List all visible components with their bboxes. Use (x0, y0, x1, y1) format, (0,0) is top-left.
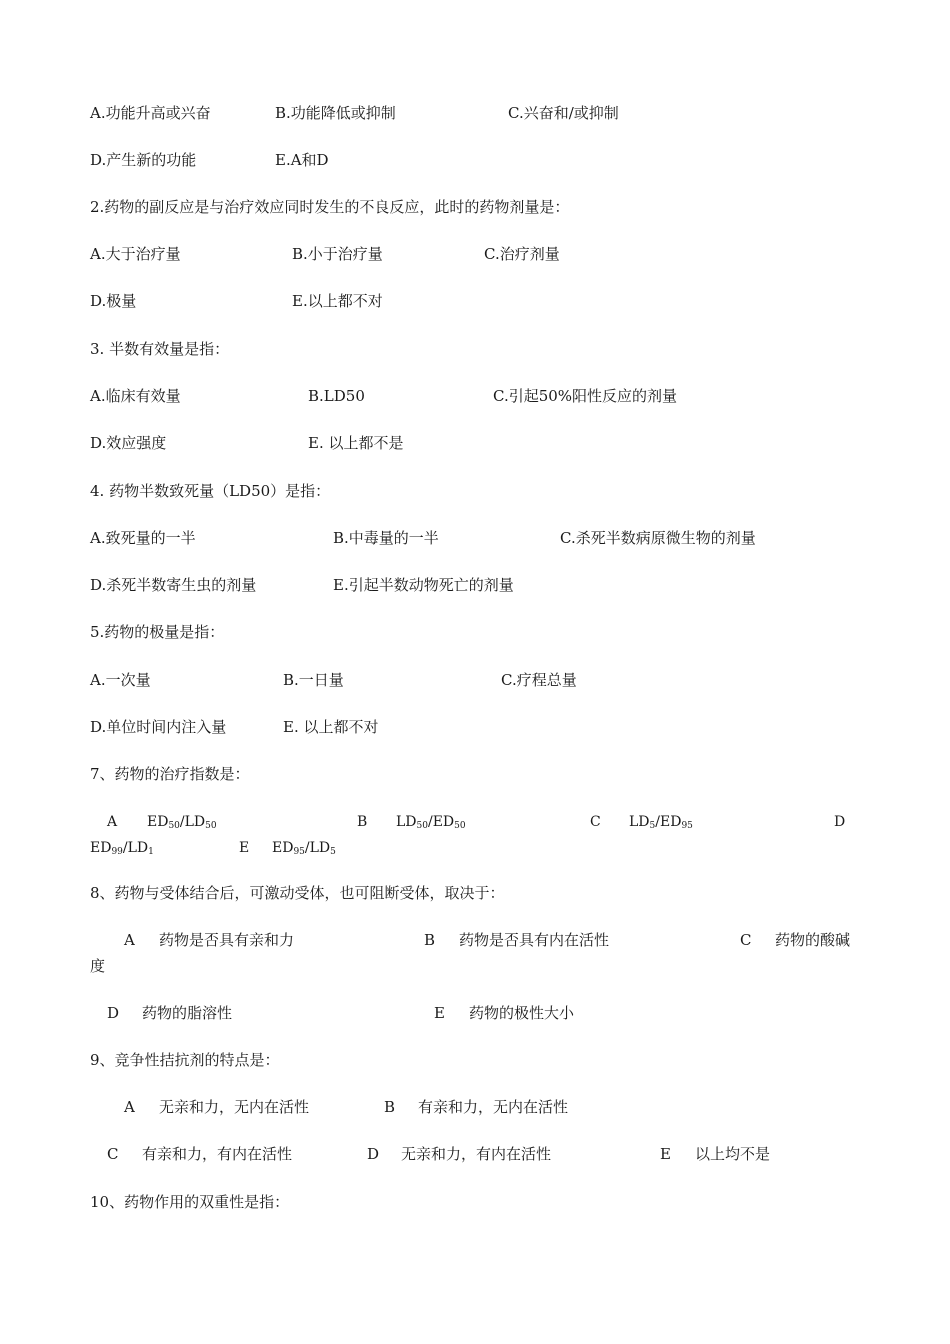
q9-option-e: 以上均不是 (695, 1145, 771, 1163)
q8-letter-e: E (434, 1004, 445, 1022)
q7-option-c: $LD_5/ED_{95}$ (629, 814, 693, 831)
q3-option-a: A.临床有效量 (90, 387, 181, 405)
q9-option-d: 无亲和力，有内在活性 (401, 1145, 552, 1163)
q7-option-a: $ED_{50}/LD_{50}$ (147, 814, 217, 831)
q2-option-d: D.极量 (90, 292, 137, 310)
q1-option-d: D.产生新的功能 (90, 151, 197, 169)
q8-letter-a: A (124, 931, 135, 949)
q8-letter-b: B (424, 931, 436, 949)
q9-option-b: 有亲和力，无内在活性 (418, 1098, 569, 1116)
q7-option-d: $ED_{99}/LD_1$ (90, 840, 154, 857)
q9-letter-c: C (107, 1145, 119, 1163)
q5-option-e: E. 以上都不对 (283, 718, 379, 736)
q7-letter-b: B (357, 814, 368, 830)
q9-option-c: 有亲和力，有内在活性 (142, 1145, 293, 1163)
q7-letter-c: C (590, 814, 601, 830)
q9-letter-d: D (367, 1145, 380, 1163)
q1-option-e: E.A和D (275, 151, 329, 169)
q7-letter-e: E (239, 840, 250, 856)
q4-option-d: D.杀死半数寄生虫的剂量 (90, 576, 257, 594)
q2-option-b: B.小于治疗量 (292, 245, 383, 263)
q4-option-b: B.中毒量的一半 (333, 529, 439, 547)
q8-option-c: 药物的酸碱 (775, 931, 851, 949)
q1-option-c: C.兴奋和/或抑制 (508, 104, 619, 122)
q2-option-c: C.治疗剂量 (484, 245, 560, 263)
q7-letter-a: A (107, 814, 118, 830)
q9-option-a: 无亲和力，无内在活性 (159, 1098, 310, 1116)
q7-option-e: $ED_{95}/LD_5$ (272, 840, 336, 857)
q2-option-a: A.大于治疗量 (90, 245, 181, 263)
q9-letter-e: E (660, 1145, 671, 1163)
q4-option-c: C.杀死半数病原微生物的剂量 (560, 529, 756, 547)
q1-option-b: B.功能降低或抑制 (275, 104, 396, 122)
q5-option-a: A.一次量 (90, 671, 151, 689)
q2-option-e: E.以上都不对 (292, 292, 383, 310)
q8-option-d: 药物的脂溶性 (142, 1004, 233, 1022)
q8-option-a: 药物是否具有亲和力 (159, 931, 295, 949)
q3-option-e: E. 以上都不是 (308, 434, 404, 452)
q8-option-e: 药物的极性大小 (469, 1004, 575, 1022)
q8-letter-d: D (107, 1004, 120, 1022)
q8-letter-c: C (740, 931, 752, 949)
q3-option-c: C.引起50%阳性反应的剂量 (493, 387, 678, 405)
q4-option-e: E.引起半数动物死亡的剂量 (333, 576, 514, 594)
q4-option-a: A.致死量的一半 (90, 529, 196, 547)
q9-letter-b: B (384, 1098, 396, 1116)
q3-option-b: B.LD50 (308, 387, 365, 405)
q5-option-d: D.单位时间内注入量 (90, 718, 227, 736)
q5-option-b: B.一日量 (283, 671, 344, 689)
q7-letter-d: D (834, 814, 846, 830)
q8-option-b: 药物是否具有内在活性 (459, 931, 610, 949)
q5-option-c: C.疗程总量 (501, 671, 577, 689)
q8-option-c-cont: 度 (90, 957, 106, 975)
q1-option-a: A.功能升高或兴奋 (90, 104, 211, 122)
q3-option-d: D.效应强度 (90, 434, 167, 452)
q9-letter-a: A (124, 1098, 135, 1116)
q7-option-b: $LD_{50}/ED_{50}$ (396, 814, 466, 831)
